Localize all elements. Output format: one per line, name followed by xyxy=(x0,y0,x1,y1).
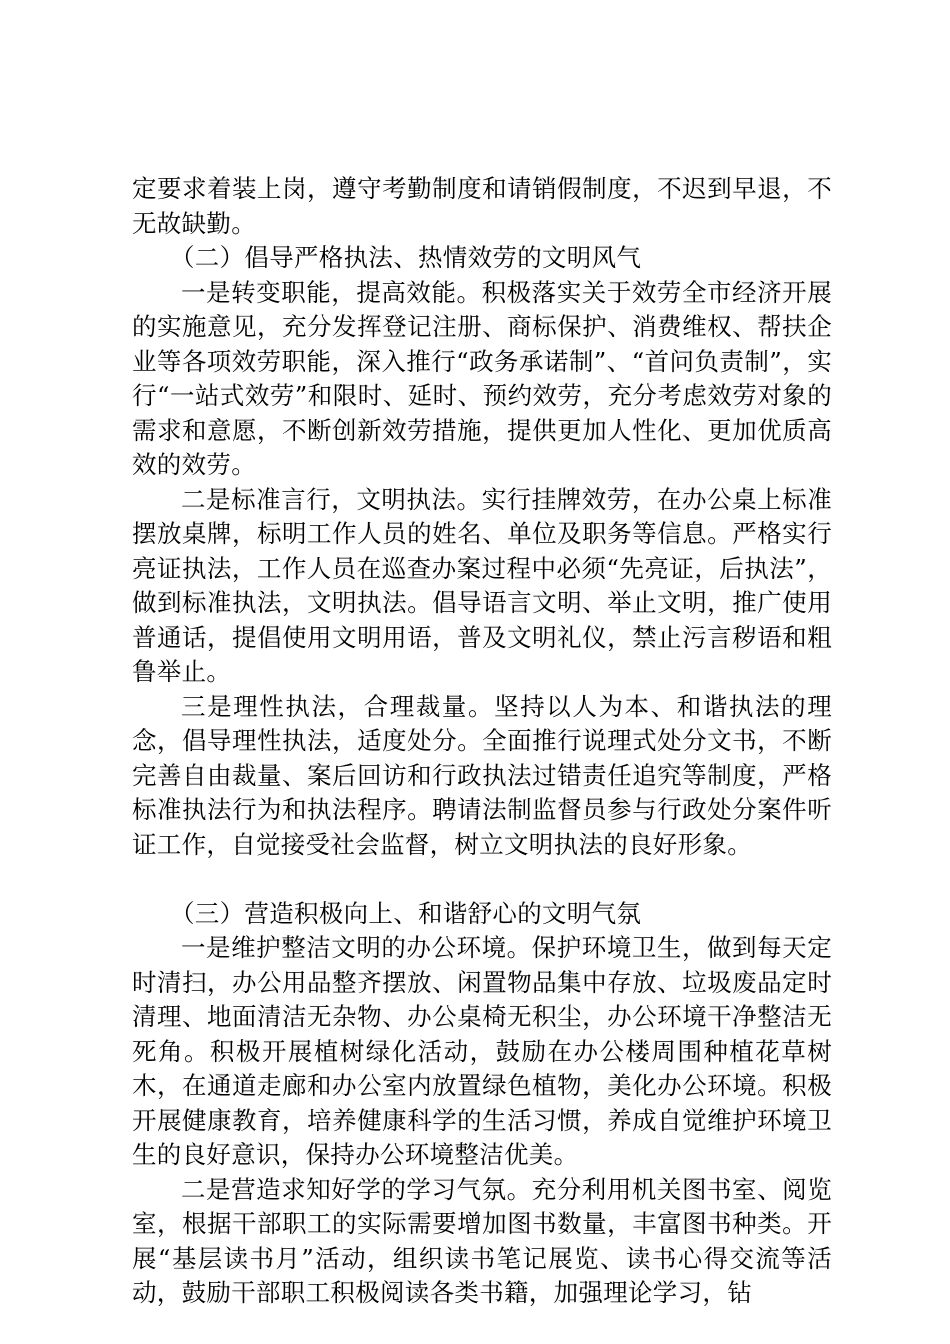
blank-line xyxy=(132,862,832,897)
paragraph-standard-conduct: 二是标准言行，文明执法。实行挂牌效劳，在办公桌上标准摆放桌牌，标明工作人员的姓名、单位及职务等信息。严格实行亮证执法，工作人员在巡查办案过程中必须“先亮证，后执法”，做到标准执法，文明执法。倡导语言文明、举止文明，推广使用普通话，提倡使用文明用语，普及文明礼仪，禁止污言秽语和粗鲁举止。 xyxy=(132,484,832,686)
document-body xyxy=(132,172,832,1311)
section-heading-2: （二）倡导严格执法、热情效劳的文明风气 xyxy=(170,243,642,272)
paragraph-rational-enforcement: 三是理性执法，合理裁量。坚持以人为本、和谐执法的理念，倡导理性执法，适度处分。全面推行说理式处分文书，不断完善自由裁量、案后回访和行政执法过错责任追究等制度，严格标准执法行为和执法程序。聘请法制监督员参与行政处分案件听证工作，自觉接受社会监督，树立文明执法的良好形象。 xyxy=(132,691,832,859)
paragraph-office-environment: 一是维护整洁文明的办公环境。保护环境卫生，做到每天定时清扫，办公用品整齐摆放、闲置物品集中存放、垃圾废品定时清理、地面清洁无杂物、办公桌椅无积尘，办公环境干净整洁无死角。积极开展植树绿化活动，鼓励在办公楼周围种植花草树木，在通道走廊和办公室内放置绿色植物，美化办公环境。积极开展健康教育，培养健康科学的生活习惯，养成自觉维护环境卫生的良好意识，保持办公环境整洁优美。 xyxy=(132,933,832,1169)
paragraph-learning-atmosphere: 二是营造求知好学的学习气氛。充分利用机关图书室、阅览室，根据干部职工的实际需要增加图书数量，丰富图书种类。开展“基层读书月”活动，组织读书笔记展览、读书心得交流等活动，鼓励干部职工积极阅读各类书籍，加强理论学习，钻 xyxy=(132,1174,832,1307)
section-heading-3: （三）营造积极向上、和谐舒心的文明气氛 xyxy=(170,898,642,928)
paragraph-continuation: 定要求着装上岗，遵守考勤制度和请销假制度，不迟到早退，不无故缺勤。 xyxy=(132,174,832,238)
paragraph-transform-functions: 一是转变职能，提高效能。积极落实关于效劳全市经济开展的实施意见，充分发挥登记注册、商标保护、消费维权、帮扶企业等各项效劳职能，深入推行“政务承诺制”、“首问负责制”，实行“一站式效劳”和限时、延时、预约效劳，充分考虑效劳对象的需求和意愿，不断创新效劳措施，提供更加人性化、更加优质高效的效劳。 xyxy=(132,277,832,479)
